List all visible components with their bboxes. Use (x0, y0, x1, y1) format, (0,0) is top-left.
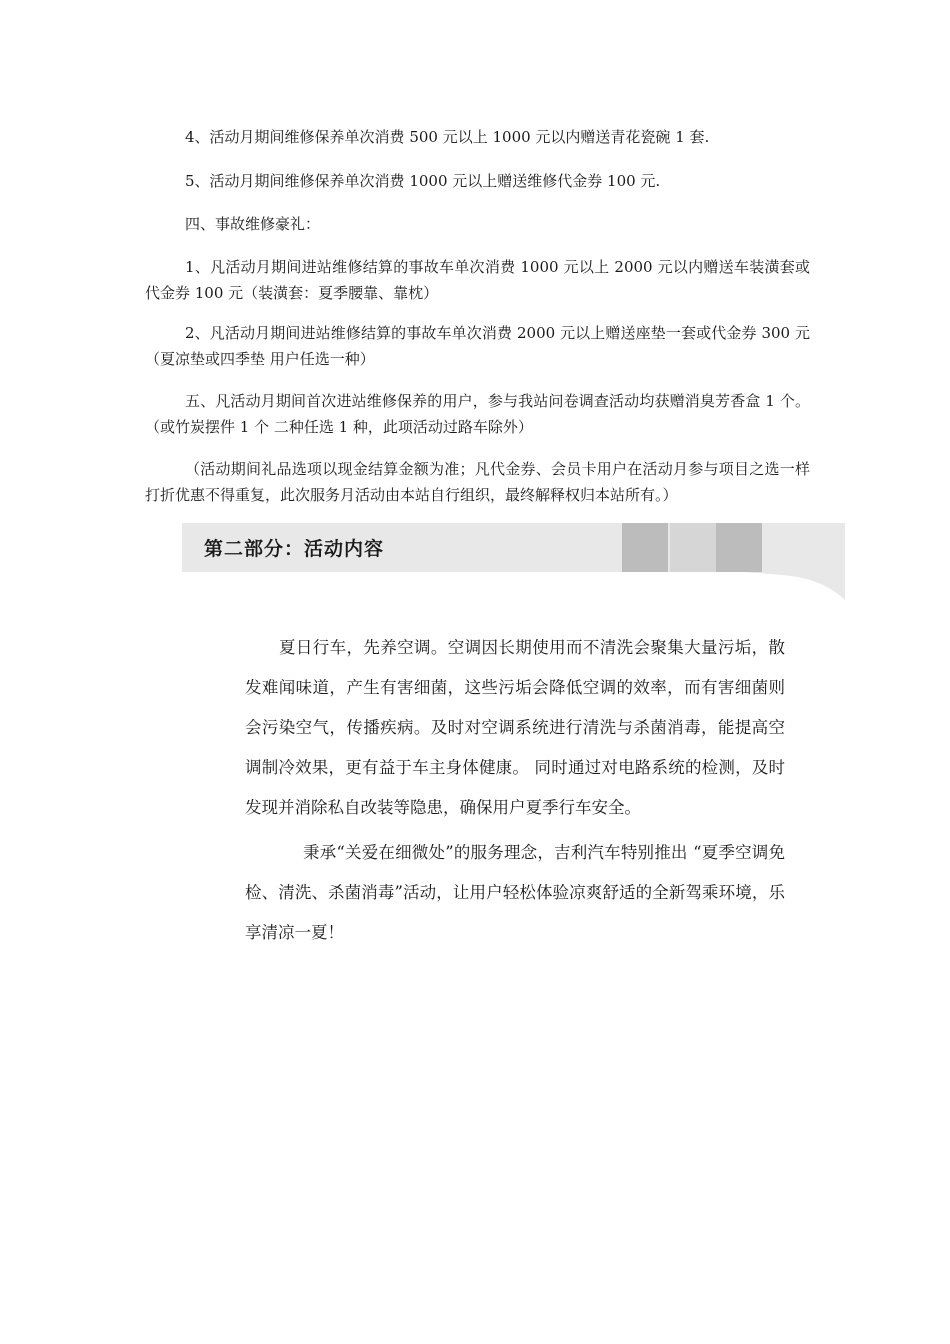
header-decor-block (670, 523, 716, 572)
section-header-bar (182, 523, 845, 572)
header-curve-shape (742, 572, 845, 600)
list-item-4: 4、活动月期间维修保养单次消费 500 元以上 1000 元以内赠送青花瓷碗 1 套. (185, 128, 710, 146)
content-paragraph-2: 秉承“关爱在细微处”的服务理念，吉利汽车特别推出 “夏季空调免检、清洗、杀菌消毒”活动，让用户轻松体验凉爽舒适的全新驾乘环境，乐享清凉一夏！ (245, 843, 785, 942)
section-five-paragraph: 五、凡活动月期间首次进站维修保养的用户，参与我站问卷调查活动均获赠消臭芳香盒 1 个。（或竹炭摆件 1 个 二种任选 1 种，此项活动过路车除外） (145, 392, 810, 436)
accident-item-1: 1、凡活动月期间进站维修结算的事故车单次消费 1000 元以上 2000 元以内赠送车装潢套或代金券 100 元（装潢套：夏季腰靠、靠枕） (145, 258, 810, 302)
accident-item-2: 2、凡活动月期间进站维修结算的事故车单次消费 2000 元以上赠送座垫一套或代金券 300 元（夏凉垫或四季垫 用户任选一种） (145, 324, 810, 368)
section-title: 第二部分：活动内容 (204, 538, 385, 560)
list-item-5: 5、活动月期间维修保养单次消费 1000 元以上赠送维修代金券 100 元. (185, 172, 661, 190)
activity-note: （活动期间礼品选项以现金结算金额为准；凡代金券、会员卡用户在活动月参与项目之选一样打折优惠不得重复，此次服务月活动由本站自行组织，最终解释权归本站所有。） (145, 460, 810, 504)
header-decor-block (716, 523, 762, 572)
content-paragraph-1: 夏日行车，先养空调。空调因长期使用而不清洗会聚集大量污垢，散发难闻味道，产生有害细菌，这些污垢会降低空调的效率，而有害细菌则会污染空气，传播疾病。及时对空调系统进行清洗与杀菌消毒，能提高空调制冷效果，更有益于车主身体健康。 同时通过对电路系统的检测，及时发现并消除私自改装等隐患，确保用户夏季行车安全。 (245, 638, 785, 817)
header-curve-decoration (182, 572, 845, 602)
section-four-heading: 四、事故维修豪礼： (185, 215, 321, 233)
header-decor-block (622, 523, 668, 572)
